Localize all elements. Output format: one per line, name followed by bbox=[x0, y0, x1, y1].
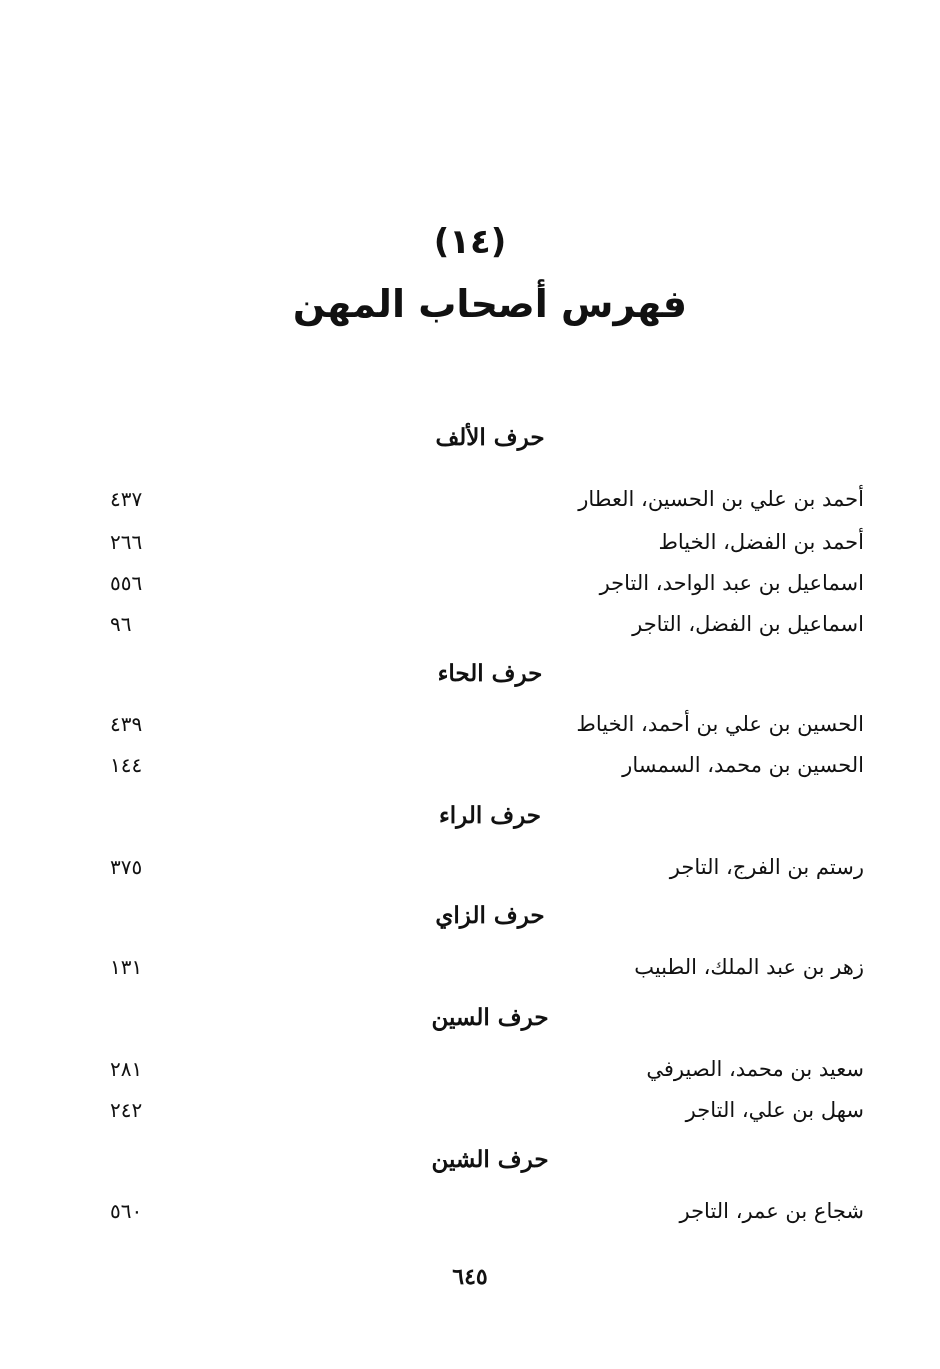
entry-page-number: ٣٧٥ bbox=[110, 855, 143, 879]
entry-page-number: ٥٥٦ bbox=[110, 571, 143, 595]
entry-page-number: ١٣١ bbox=[110, 955, 143, 979]
section-heading: حرف السين bbox=[431, 1004, 549, 1031]
index-number: (١٤) bbox=[433, 222, 507, 262]
index-title: فهرس أصحاب المهن bbox=[292, 282, 688, 326]
index-entry bbox=[0, 530, 940, 564]
index-entry bbox=[0, 1057, 940, 1091]
index-entry bbox=[0, 712, 940, 746]
section-heading: حرف الشين bbox=[431, 1146, 549, 1173]
entry-name: الحسين بن محمد، السمسار bbox=[622, 753, 864, 777]
entry-page-number: ٢٨١ bbox=[110, 1057, 143, 1081]
index-entry bbox=[0, 855, 940, 889]
index-entry bbox=[0, 753, 940, 787]
page-number: ٦٤٥ bbox=[452, 1264, 488, 1290]
index-entry bbox=[0, 487, 940, 521]
entry-name: شجاع بن عمر، التاجر bbox=[679, 1199, 864, 1223]
index-entry bbox=[0, 1098, 940, 1132]
entry-name: زهر بن عبد الملك، الطبيب bbox=[634, 955, 864, 979]
entry-name: أحمد بن الفضل، الخياط bbox=[658, 530, 864, 554]
entry-page-number: ٤٣٩ bbox=[110, 712, 143, 736]
entry-page-number: ٩٦ bbox=[110, 612, 132, 636]
entry-name: سهل بن علي، التاجر bbox=[685, 1098, 864, 1122]
section-heading: حرف الراء bbox=[438, 802, 542, 829]
section-heading: حرف الحاء bbox=[437, 660, 543, 687]
section-heading: حرف الألف bbox=[435, 424, 545, 451]
index-entry bbox=[0, 1199, 940, 1233]
index-entry bbox=[0, 955, 940, 989]
entry-page-number: ٤٣٧ bbox=[110, 487, 143, 511]
entry-name: أحمد بن علي بن الحسين، العطار bbox=[578, 487, 864, 511]
entry-page-number: ٢٤٢ bbox=[110, 1098, 143, 1122]
entry-name: سعيد بن محمد، الصيرفي bbox=[646, 1057, 864, 1081]
entry-page-number: ٢٦٦ bbox=[110, 530, 143, 554]
entry-name: رستم بن الفرج، التاجر bbox=[669, 855, 864, 879]
entry-name: الحسين بن علي بن أحمد، الخياط bbox=[576, 712, 864, 736]
index-entry bbox=[0, 571, 940, 605]
index-entry bbox=[0, 612, 940, 646]
section-heading: حرف الزاي bbox=[435, 902, 545, 929]
entry-page-number: ١٤٤ bbox=[110, 753, 143, 777]
entry-name: اسماعيل بن الفضل، التاجر bbox=[632, 612, 864, 636]
entry-name: اسماعيل بن عبد الواحد، التاجر bbox=[599, 571, 864, 595]
entry-page-number: ٥٦٠ bbox=[110, 1199, 143, 1223]
